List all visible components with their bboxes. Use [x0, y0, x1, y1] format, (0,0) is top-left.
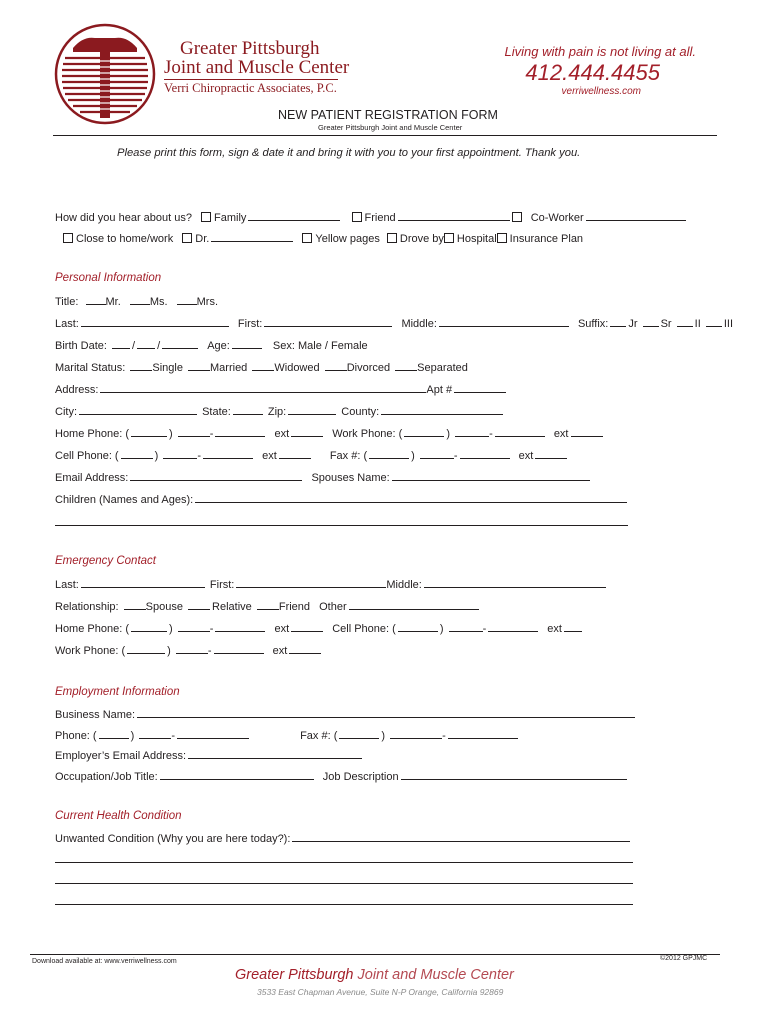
emergency-phone-row: Home Phone: ( ) - ext Cell Phone: ( ) - ext: [55, 621, 584, 635]
children-input[interactable]: [195, 492, 627, 503]
spouse-label: Spouses Name:: [311, 472, 390, 484]
birth-row: Birth Date: / / Age: Sex: Male / Female: [55, 340, 368, 352]
occupation-input[interactable]: [160, 769, 314, 780]
family-label: Family: [214, 212, 247, 224]
single-label: Single: [152, 362, 183, 374]
suffix-label: Suffix:: [577, 318, 609, 330]
children-row: [55, 492, 629, 506]
family-checkbox[interactable]: [201, 212, 211, 222]
logo-emblem: [53, 22, 157, 126]
footer-address: 3533 East Chapman Avenue, Suite N-P Orange, California 92869: [257, 987, 504, 997]
county-label: County:: [341, 406, 380, 418]
emergency-cell-prefix[interactable]: [449, 621, 483, 632]
website: verriwellness.com: [561, 86, 641, 97]
fax-prefix[interactable]: [420, 448, 454, 459]
employer-email-row: [55, 748, 364, 762]
divorced-line[interactable]: [325, 360, 347, 371]
separated-line[interactable]: [395, 360, 417, 371]
emergency-work-ext-label: ext: [272, 645, 288, 657]
employer-fax-label: Fax #:: [300, 730, 331, 742]
close-to-home-checkbox[interactable]: [63, 233, 73, 243]
address-input[interactable]: [100, 382, 426, 393]
birth-month[interactable]: [112, 338, 130, 349]
work-prefix[interactable]: [455, 426, 489, 437]
employer-phone-number[interactable]: [177, 728, 249, 739]
insurance-label: Insurance Plan: [509, 233, 584, 245]
occupation-row: [55, 769, 629, 783]
employer-phone-prefix[interactable]: [139, 728, 171, 739]
cell-phone-row: Cell Phone: ( ) - ext Fax #: ( ) - ext: [55, 448, 569, 462]
mrs-line[interactable]: [177, 294, 197, 305]
emergency-home-prefix[interactable]: [178, 621, 210, 632]
coworker-checkbox[interactable]: [512, 212, 522, 222]
jr-line[interactable]: [610, 316, 626, 327]
middle-label: Middle:: [401, 318, 437, 330]
yellow-pages-label: Yellow pages: [315, 233, 380, 245]
emergency-cell-area[interactable]: [398, 621, 438, 632]
tagline: Living with pain is not living at all.: [504, 44, 696, 59]
emergency-work-prefix[interactable]: [176, 643, 208, 654]
referral-row-1: [55, 210, 688, 224]
last-label: Last:: [55, 318, 79, 330]
relative-line[interactable]: [188, 599, 210, 610]
friend-checkbox[interactable]: [352, 212, 362, 222]
birth-date-label: Birth Date:: [55, 340, 107, 352]
city-label: City:: [55, 406, 77, 418]
marital-row: [55, 360, 468, 374]
home-number[interactable]: [215, 426, 265, 437]
emergency-cell-ext[interactable]: [564, 621, 582, 632]
mr-line[interactable]: [86, 294, 106, 305]
employer-phone-row: Phone: ( ) - Fax #: ( ) -: [55, 728, 520, 742]
first-label: First:: [237, 318, 263, 330]
emergency-cell-ext-label: ext: [547, 623, 562, 635]
cell-prefix[interactable]: [163, 448, 197, 459]
header-rule: [53, 135, 717, 136]
emergency-home-label: Home Phone:: [55, 623, 123, 635]
referral-question: How did you hear about us?: [55, 212, 192, 224]
ms-line[interactable]: [130, 294, 150, 305]
clinic-name-line2: Joint and Muscle Center: [164, 57, 350, 78]
employer-email-label: Employer’s Email Address:: [55, 750, 187, 762]
cell-number[interactable]: [203, 448, 253, 459]
employer-email-input[interactable]: [188, 748, 362, 759]
emergency-cell-label: Cell Phone:: [332, 623, 390, 635]
emergency-first-label: First:: [209, 579, 235, 591]
unwanted-row: [55, 831, 632, 845]
relationship-row: [55, 599, 481, 613]
divorced-label: Divorced: [346, 362, 391, 374]
fax-label: Fax #:: [329, 450, 361, 462]
work-area[interactable]: [404, 426, 444, 437]
state-label: State:: [202, 406, 231, 418]
referral-row-2: [63, 231, 583, 245]
iii-line[interactable]: [706, 316, 722, 327]
business-label: Business Name:: [55, 709, 136, 721]
apt-input[interactable]: [454, 382, 506, 393]
address-label: Address:: [55, 384, 99, 396]
work-ext[interactable]: [571, 426, 603, 437]
address-row: [55, 382, 508, 396]
dr-label: Dr.: [195, 233, 210, 245]
insurance-checkbox[interactable]: [497, 233, 507, 243]
spouse-input[interactable]: [392, 470, 590, 481]
footer-name-bold: Greater Pittsburgh: [235, 967, 354, 983]
cell-ext-label: ext: [262, 450, 277, 462]
emergency-home-number[interactable]: [215, 621, 265, 632]
emergency-middle-label: Middle:: [386, 579, 422, 591]
last-input[interactable]: [81, 316, 229, 327]
other-option: Other: [319, 601, 347, 613]
separated-label: Separated: [417, 362, 468, 374]
emergency-cell-number[interactable]: [488, 621, 538, 632]
friend-label: Friend: [364, 212, 396, 224]
first-input[interactable]: [264, 316, 392, 327]
ii-label: II: [694, 318, 701, 330]
yellow-pages-checkbox[interactable]: [302, 233, 312, 243]
spouse-option: Spouse: [145, 601, 183, 613]
sr-label: Sr: [660, 318, 672, 330]
work-phone-label: Work Phone:: [332, 428, 396, 440]
business-input[interactable]: [137, 707, 635, 718]
health-line-3[interactable]: [55, 883, 633, 884]
iii-label: III: [723, 318, 733, 330]
employer-fax-prefix[interactable]: [390, 728, 442, 739]
personal-heading: Personal Information: [55, 272, 162, 284]
hospital-checkbox[interactable]: [444, 233, 454, 243]
email-input[interactable]: [130, 470, 302, 481]
age-label: Age:: [207, 340, 230, 352]
widowed-label: Widowed: [274, 362, 320, 374]
title-row: [55, 294, 218, 308]
emergency-work-number[interactable]: [214, 643, 264, 654]
copyright: ©2012 GPJMC: [660, 955, 708, 962]
drove-by-label: Drove by: [399, 233, 444, 245]
emergency-work-area[interactable]: [127, 643, 165, 654]
footer-name-rest: Joint and Muscle Center: [353, 967, 514, 983]
coworker-line[interactable]: [586, 210, 686, 221]
emergency-middle-input[interactable]: [424, 577, 606, 588]
cell-phone-label: Cell Phone:: [55, 450, 112, 462]
close-to-home-label: Close to home/work: [76, 233, 174, 245]
age-input[interactable]: [232, 338, 262, 349]
state-input[interactable]: [233, 404, 263, 415]
mr-label: Mr.: [105, 296, 121, 308]
email-label: Email Address:: [55, 472, 129, 484]
employer-phone-area[interactable]: [99, 728, 129, 739]
emergency-last-input[interactable]: [81, 577, 205, 588]
work-ext-label: ext: [553, 428, 569, 440]
fax-ext[interactable]: [535, 448, 567, 459]
widowed-line[interactable]: [252, 360, 274, 371]
single-line[interactable]: [130, 360, 152, 371]
sex-label: Sex: Male / Female: [272, 340, 368, 352]
home-phone-row: Home Phone: ( ) - ext Work Phone: ( ) - ext: [55, 426, 605, 440]
dr-checkbox[interactable]: [182, 233, 192, 243]
married-line[interactable]: [188, 360, 210, 371]
ii-line[interactable]: [677, 316, 693, 327]
fax-number[interactable]: [460, 448, 510, 459]
phone-number: 412.444.4455: [525, 60, 660, 85]
jr-label: Jr: [628, 318, 638, 330]
health-heading: Current Health Condition: [55, 810, 182, 822]
job-desc-label: Job Description: [322, 771, 399, 783]
birth-day[interactable]: [137, 338, 155, 349]
friend-option-line[interactable]: [257, 599, 279, 610]
spouse-line[interactable]: [124, 599, 146, 610]
home-ext-label: ext: [274, 428, 290, 440]
spine-logo-icon: [53, 22, 157, 126]
family-line[interactable]: [248, 210, 340, 221]
fax-ext-label: ext: [518, 450, 534, 462]
form-title: NEW PATIENT REGISTRATION FORM: [278, 108, 498, 122]
home-ext[interactable]: [291, 426, 323, 437]
drove-by-checkbox[interactable]: [387, 233, 397, 243]
business-row: [55, 707, 637, 721]
health-line-4[interactable]: [55, 904, 633, 905]
other-input[interactable]: [349, 599, 479, 610]
form-subtitle: Greater Pittsburgh Joint and Muscle Center: [318, 123, 463, 132]
birth-year[interactable]: [162, 338, 198, 349]
married-label: Married: [210, 362, 248, 374]
employer-phone-label: Phone:: [55, 730, 90, 742]
children-line-2[interactable]: [55, 525, 628, 526]
hospital-label: Hospital: [456, 233, 497, 245]
instructions: Please print this form, sign & date it and bring it with you to your first appointment. Thank you.: [117, 147, 581, 159]
occupation-label: Occupation/Job Title:: [55, 771, 158, 783]
title-label: Title:: [55, 296, 79, 308]
emergency-first-input[interactable]: [236, 577, 386, 588]
unwanted-label: Unwanted Condition (Why you are here today?):: [55, 833, 291, 845]
ms-label: Ms.: [149, 296, 168, 308]
emergency-home-area[interactable]: [131, 621, 167, 632]
unwanted-input[interactable]: [292, 831, 630, 842]
employer-fax-number[interactable]: [448, 728, 518, 739]
apt-label: Apt #: [426, 384, 453, 396]
emergency-home-ext[interactable]: [291, 621, 323, 632]
children-label: Children (Names and Ages):: [55, 494, 194, 506]
home-prefix[interactable]: [178, 426, 210, 437]
coworker-label: Co-Worker: [530, 212, 584, 224]
logo-divider: [164, 79, 338, 80]
middle-input[interactable]: [439, 316, 569, 327]
footer-clinic-name: [235, 967, 514, 983]
clinic-name-line1: Greater Pittsburgh: [180, 38, 320, 59]
relative-option: Relative: [212, 601, 252, 613]
home-phone-label: Home Phone:: [55, 428, 123, 440]
county-input[interactable]: [381, 404, 503, 415]
zip-input[interactable]: [288, 404, 336, 415]
employment-heading: Employment Information: [55, 686, 180, 698]
marital-label: Marital Status:: [55, 362, 126, 374]
cell-area[interactable]: [121, 448, 153, 459]
home-area[interactable]: [131, 426, 167, 437]
fax-area[interactable]: [369, 448, 409, 459]
health-line-2[interactable]: [55, 862, 633, 863]
emergency-heading: Emergency Contact: [55, 555, 156, 567]
dr-line[interactable]: [211, 231, 293, 242]
emergency-last-label: Last:: [55, 579, 79, 591]
friend-line[interactable]: [398, 210, 510, 221]
work-number[interactable]: [495, 426, 545, 437]
emergency-work-label: Work Phone:: [55, 645, 119, 657]
download-note: Download available at: www.verriwellness.com: [32, 958, 177, 965]
footer-rule: [30, 954, 720, 955]
cell-ext[interactable]: [279, 448, 311, 459]
name-row: [55, 316, 733, 330]
email-row: [55, 470, 592, 484]
emergency-name-row: [55, 577, 608, 591]
clinic-name-line3: Verri Chiropractic Associates, P.C.: [164, 81, 337, 95]
emergency-home-ext-label: ext: [274, 623, 290, 635]
employer-fax-area[interactable]: [339, 728, 379, 739]
emergency-work-row: Work Phone: ( ) - ext: [55, 643, 323, 657]
city-row: [55, 404, 505, 418]
relationship-label: Relationship:: [55, 601, 119, 613]
job-desc-input[interactable]: [401, 769, 627, 780]
sr-line[interactable]: [643, 316, 659, 327]
mrs-label: Mrs.: [196, 296, 219, 308]
city-input[interactable]: [79, 404, 197, 415]
zip-label: Zip:: [267, 406, 287, 418]
emergency-work-ext[interactable]: [289, 643, 321, 654]
friend-option: Friend: [278, 601, 311, 613]
